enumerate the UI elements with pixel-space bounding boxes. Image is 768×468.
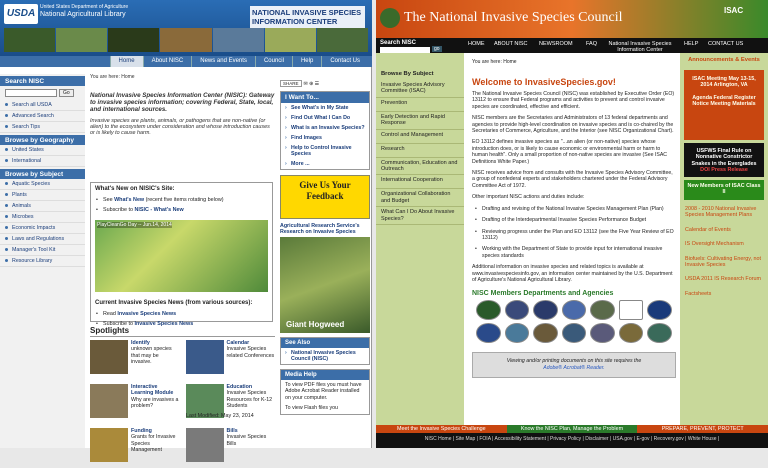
i-want-to-box [280,91,370,170]
hhs-seal-icon[interactable] [562,323,587,343]
see-also-nisc[interactable]: › National Invasive Species Council (NISC) [281,348,369,364]
spot-text [131,340,180,380]
spot-desc: unknown species that may be invasive. [131,346,172,365]
iwant-more[interactable]: › More ... [281,159,369,169]
nisc-logo[interactable] [380,8,400,28]
subject-toolkit[interactable]: Manager's Tool Kit [0,245,85,256]
para-members: NISC members are the Secretaries and Administrators of 13 federal departments and agencies to provide high-level coordination on invasive species and is co-chaired by the Secretaries of Commerce, Agriculture, and the Interior (see NISC Organizational Chart). [472,115,674,135]
share-button[interactable]: SHARE [280,80,302,87]
spot-desc: Grants for Invasive Species Management [131,434,176,453]
para-additional: Additional information on invasive species and related topics is available at www.invasivespeciesinfo.gov, an information center maintained by the U.S. Department of Agriculture's National Agricultural Library. [472,264,673,283]
nisc-search-label: Search NISC [380,40,417,46]
giant-hogweed-caption: Giant Hogweed [286,320,345,329]
nisic-window [0,0,372,453]
iwant-control[interactable]: › Help to Control Invasive Species [281,143,369,159]
spot-text [227,340,276,380]
advanced-search[interactable]: Advanced Search [0,111,85,122]
nav-home[interactable]: Home [110,56,143,67]
wn1-prefix: See [103,197,115,203]
spotlight-bills[interactable] [186,428,276,468]
nav-help[interactable]: Help [292,56,321,67]
media-help-box [280,369,370,415]
subject-laws[interactable]: Laws and Regulations [0,234,85,245]
new-members-promo[interactable]: New Members of ISAC Class II [684,180,764,200]
iwant-images[interactable]: › Find Images [281,133,369,143]
rnav-nisic[interactable]: National Invasive Species Information Center [608,41,672,53]
spot-desc: Invasive Species Bills [226,434,267,447]
side-prevention[interactable]: Prevention [376,98,464,112]
nav-council[interactable]: Council [255,56,292,67]
link-research-forum[interactable]: USDA 2011 IS Research Forum [685,276,761,283]
nisic-title: NATIONAL INVASIVE SPECIES INFORMATION CENTER [250,6,365,28]
nasa-seal-icon[interactable] [647,300,672,320]
isac-meeting-promo[interactable] [684,70,764,140]
news-read [91,309,272,319]
snakes-promo[interactable] [684,143,764,177]
welcome-heading: Welcome to InvasiveSpecies.gov! [472,77,616,87]
side-communication[interactable]: Communication, Education and Outreach [376,158,464,176]
dod-seal-icon[interactable] [533,300,558,320]
side-international[interactable]: International Cooperation [376,175,464,189]
footer-slogan-challenge[interactable]: Meet the Invasive Species Challenge [376,425,507,433]
bills-thumb [186,428,224,462]
nal-name: National Agricultural Library [40,11,126,18]
usda-logo[interactable]: USDA [4,4,38,24]
subject-library[interactable]: Resource Library [0,256,85,267]
ars-image[interactable] [280,237,370,333]
whats-new-subscribe-link[interactable]: NISIC - What's New [134,207,184,213]
whats-new-subscribe [91,205,272,215]
members-heading: NISC Members Departments and Agencies [472,290,614,298]
geo-united-states[interactable]: United States [0,145,85,156]
rnav-newsroom[interactable]: NEWSROOM [539,41,573,47]
cn1-prefix: Read [103,311,118,317]
search-form [0,86,85,100]
subject-plants[interactable]: Plants [0,190,85,201]
dhs-seal-icon[interactable] [505,323,530,343]
iwant-do[interactable]: › Find Out What I Can Do [281,113,369,123]
spotlight-learning[interactable] [90,384,180,424]
epa-logo-icon[interactable] [619,300,644,320]
doi-seal-icon[interactable] [533,323,558,343]
news-subscribe-link[interactable]: Invasive Species News [134,321,194,327]
nisc-header [376,0,768,38]
para-advice: NISC receives advice from and consults with the Invasive Species Advisory Committee, a group of nonfederal experts and stakeholders chartered under the Federal Advisory Committee Act of 1972. [472,170,673,189]
nav-news[interactable]: News and Events [191,56,255,67]
spot-text [131,384,180,424]
spot-title[interactable]: Identify [131,340,150,346]
funding-thumb [90,428,128,462]
iwant-state[interactable]: › See What's in My State [281,103,369,113]
wn1-suffix: (recent five items rotating below) [144,197,224,203]
go-button[interactable]: Go [59,89,74,97]
i-want-to-title: I Want To... [281,92,369,103]
spot-title[interactable]: Bills [226,428,238,434]
link-factsheets[interactable]: Factsheets [685,290,712,297]
rnav-faq[interactable]: FAQ [586,41,598,47]
spot-desc: Invasive Species Resources for K-12 Students [226,390,273,409]
spot-text [131,428,180,468]
search-input[interactable] [5,89,57,97]
rnav-home[interactable]: HOME [468,41,485,47]
wn2-prefix: Subscribe to [103,207,135,213]
footer-slogan-prepare[interactable]: PREPARE, PREVENT, PROTECT [637,425,768,433]
subject-animals[interactable]: Animals [0,201,85,212]
spotlights-title: Spotlights [90,326,275,337]
side-what-can-i-do[interactable]: What Can I Do About Invasive Species? [376,207,464,225]
news-read-link[interactable]: Invasive Species News [117,311,177,317]
usda-seal-icon[interactable] [476,300,501,320]
nisic-top-nav [0,56,372,67]
media-help-title: Media Help [281,370,369,380]
whats-new-box [90,182,273,327]
page-title: National Invasive Species Information Center (NISIC): Gateway to invasive species information; covering Federal, State, local, and international sources. [90,92,275,114]
usda-dept-name: United States Department of Agriculture [40,4,129,10]
doi-press-release[interactable]: DOI Press Release [700,166,748,173]
subject-economic[interactable]: Economic Impacts [0,223,85,234]
duty-budget: • Drafting of the Interdepartmental Invasive Species Performance Budget [468,216,680,224]
side-organizational[interactable]: Organizational Collaboration and Budget [376,189,464,207]
duty-review: • Reviewing progress under the Plan and EO 13112 (see the Five Year Review of EO 13112) [468,228,680,243]
acrobat-text: Viewing and/or printing documents on this site requires the [506,358,642,365]
geo-international[interactable]: International [0,156,85,167]
faa-seal-icon[interactable] [562,300,587,320]
side-isac[interactable]: Invasive Species Advisory Committee (ISAC) [376,80,464,98]
right-column [280,80,370,415]
share-bar [280,80,370,87]
member-logos [468,297,680,346]
spot-title[interactable]: Funding [131,428,152,434]
side-control[interactable]: Control and Management [376,130,464,144]
eagle-seal-icon[interactable] [590,300,615,320]
cn2-prefix: Subscribe to [103,321,135,327]
iwant-what[interactable]: › What is an Invasive Species? [281,123,369,133]
acrobat-link[interactable]: Adobe® Acrobat® Reader. [543,365,605,372]
snakes-title: USFWS Final Rule on Nonnative Constrictor Snakes in the Everglades [691,148,757,167]
nisc-sidebar [376,53,464,448]
nav-about[interactable]: About NISC [143,56,192,67]
spotlight-funding[interactable] [90,428,180,468]
see-also-box [280,337,370,365]
spot-desc: Invasive Species related Conferences [226,346,275,359]
announcements-title: Announcements & Events [688,57,760,63]
duty-state: • Working with the Department of State to provide input for international invasive species standards [468,245,680,260]
spot-title[interactable]: Education [226,384,253,390]
whats-new-link[interactable]: What's New [114,197,145,203]
identify-thumb [90,340,128,374]
link-biofuels[interactable]: Biofuels: Cultivating Energy, not Invasive Species [685,255,762,269]
link-management-plans[interactable]: 2008 - 2010 National Invasive Species Management Plans [685,206,757,219]
breadcrumb: You are here: Home [90,74,135,80]
nisc-top-nav [376,38,768,53]
search-tips[interactable]: Search Tips [0,122,85,133]
footer-slogan-plan[interactable]: Know the NISC Plan, Manage the Problem [507,425,638,433]
doc-seal-icon[interactable] [505,300,530,320]
spot-desc: Why are invasives a problem? [131,396,179,409]
announcements-column [680,53,768,431]
rnav-help[interactable]: HELP [684,41,699,47]
rnav-contact[interactable]: CONTACT US [708,41,744,47]
treasury-seal-icon[interactable] [619,323,644,343]
isac-meeting-title: ISAC Meeting May 13-15, 2014 Arlington, VA [692,76,756,89]
isac-logo[interactable]: ISAC [724,6,744,15]
nisc-window [376,0,768,448]
spotlight-calendar[interactable] [186,340,276,380]
spot-text [227,428,276,468]
nisc-go-button[interactable]: go [434,46,440,52]
calendar-thumb [186,340,224,374]
dos-seal-icon[interactable] [590,323,615,343]
spotlight-grid [90,340,275,468]
nisc-title: The National Invasive Species Council [404,10,623,25]
spot-title[interactable]: Calendar [226,340,250,346]
search-all-usda[interactable]: Search all USDA [0,100,85,111]
footer-slogans [376,425,768,433]
browse-subject-title: Browse By Subject [381,71,434,77]
banner-caption: PlayCleanGo Day -- Jun.14, 2014 [97,222,172,228]
main-content [90,74,275,137]
browse-geo-heading: Browse by Geography [0,135,85,145]
link-calendar[interactable]: Calendar of Events [685,226,731,233]
whats-new-title: What's New on NISIC's Site: [95,186,175,192]
nisc-main [468,53,680,378]
ars-link[interactable]: Agricultural Research Service's Research on Invasive Species [280,223,360,235]
duty-plan: • Drafting and revising of the National Invasive Species Management Plan (Plan) [468,205,680,213]
spotlights-section [90,326,275,468]
media-help-flash: To view Flash files you [285,405,338,412]
nisc-breadcrumb: You are here: Home [472,59,517,65]
side-edrr[interactable]: Early Detection and Rapid Response [376,112,464,130]
acrobat-notice [472,352,676,378]
dot-seal-icon[interactable] [647,323,672,343]
para-established: The National Invasive Species Council (NISC) was established by Executive Order (EO) 13112 to ensure that Federal programs and activities to prevent and control invasive species are coordinated, effective and efficient. [472,91,675,110]
left-sidebar [0,74,85,448]
feedback-button[interactable]: Give Us Your Feedback [280,175,370,219]
rotating-banner[interactable] [95,220,268,292]
browse-subject-heading: Browse by Subject [0,169,85,179]
spotlight-identify[interactable] [90,340,180,380]
side-research[interactable]: Research [376,144,464,158]
rnav-about[interactable]: ABOUT NISC [494,41,528,47]
learning-thumb [90,384,128,418]
last-modified: Last Modified: May 23, 2014 [186,413,254,419]
spot-title[interactable]: Interactive Learning Module [131,384,174,397]
header-photo-strip [4,28,368,52]
footer-links[interactable]: NISC Home | Site Map | FOIA | Accessibility Statement | Privacy Policy | Disclaimer | USA.gov | E-gov | Recovery.gov | White House | [376,433,768,448]
media-help-pdf: To view PDF files you must have Adobe Acrobat Reader installed on your computer. [285,382,362,401]
whats-new-item [91,195,272,205]
para-definition: EO 13112 defines invasive species as "...an alien (or non-native) species whose introduction does, or is likely to cause economic or environmental harm or harm to human health". Only a small proportion of non-native species are invasive (See ISAC Definitions White Paper.) [472,139,668,165]
subject-aquatic[interactable]: Aquatic Species [0,179,85,190]
isac-meeting-links[interactable]: Agenda Federal Register Notice Meeting Materials [692,94,756,107]
see-also-title: See Also [281,338,369,348]
para-duties: Other important NISC actions and duties include: [472,194,585,201]
intro-paragraph: Invasive species are plants, animals, or pathogens that are non-native (or alien) to the ecosystem under consideration and whose introduction causes or is likely to cause harm. [90,117,270,137]
usaid-seal-icon[interactable] [476,323,501,343]
nisic-header [0,0,372,56]
nav-contact[interactable]: Contact Us [321,56,368,67]
subject-microbes[interactable]: Microbes [0,212,85,223]
search-heading: Search NISC [0,76,85,86]
share-icons[interactable]: ✉ ⊕ ☰ [303,80,320,87]
current-news-title: Current Invasive Species News (from various sources): [95,300,253,306]
link-oversight[interactable]: IS Oversight Mechanism [685,241,744,248]
